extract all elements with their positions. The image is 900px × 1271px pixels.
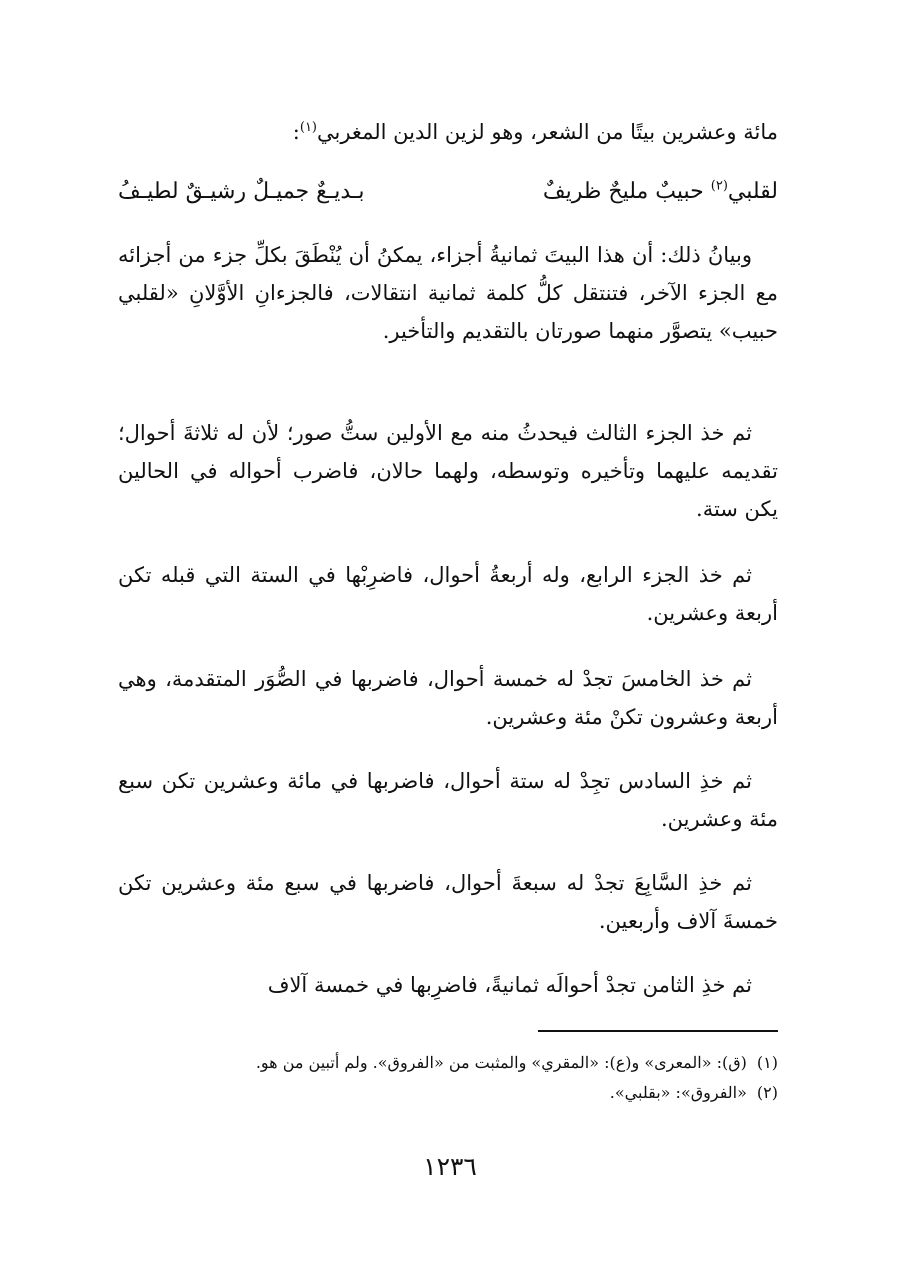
footnote-number: (٢) (756, 1083, 778, 1102)
footnote-number: (١) (756, 1053, 778, 1072)
footnote-ref-2: (٢) (710, 178, 728, 194)
verse-first-rest: حبيبٌ مليحٌ ظريفٌ (542, 179, 704, 204)
footnotes (118, 1048, 778, 1108)
paragraph-explanation: وبيانُ ذلك: أن هذا البيتَ ثمانيةُ أجزاء، يمكنُ أن يُنْطَقَ بكلِّ جزء من أجزائه مع الجزء الآخر، فتنتقل كلُّ كلمة ثمانية انتقالات، فالجزءانِ الأوَّلانِ «لقلبي حبيب» يتصوَّر منهما صورتان بالتقديم والتأخير. (118, 243, 778, 343)
footnote-divider (538, 1030, 778, 1032)
poem-verse (118, 172, 778, 212)
paragraph-sixth-part: ثم خذِ السادس تجِدْ له ستة أحوال، فاضربها في مائة وعشرين تكن سبع مئة وعشرين. (118, 769, 778, 831)
verse-hemistich-first (543, 172, 778, 212)
paragraph-seventh-part: ثم خذِ السَّابِعَ تجدْ له سبعةَ أحوال، فاضربها في سبع مئة وعشرين تكن خمسةَ آلاف وأربعين. (118, 871, 778, 933)
footnote-text: (ق): «المعرى» و(ع): «المقري» والمثبت من «الفروق». ولم أتبين من هو. (255, 1053, 747, 1072)
intro-line (118, 112, 778, 152)
intro-colon: : (292, 120, 300, 144)
paragraph-eighth-part: ثم خذِ الثامن تجدْ أحوالَه ثمانيةً، فاضرِبها في خمسة آلاف (267, 973, 752, 997)
page-number: ١٢٣٦ (423, 1152, 477, 1181)
footnote-ref-1: (١) (299, 120, 317, 135)
verse-first-word: لقلبي (727, 179, 778, 204)
paragraph-fourth-part: ثم خذ الجزء الرابع، وله أربعةُ أحوال، فاضرِبْها في الستة التي قبله تكن أربعة وعشرين. (118, 563, 778, 625)
paragraph-third-part: ثم خذ الجزء الثالث فيحدثُ منه مع الأولين ستُّ صور؛ لأن له ثلاثةَ أحوال؛ تقديمه عليهما وتأخيره وتوسطه، ولهما حالان، فاضرب أحواله في الحالين يكن ستة. (118, 421, 778, 521)
intro-text: مائة وعشرين بيتًا من الشعر، وهو لزين الدين المغربي (317, 120, 778, 144)
paragraph-fifth-part: ثم خذ الخامسَ تجدْ له خمسة أحوال، فاضربها في الصُّوَر المتقدمة، وهي أربعة وعشرون تكنْ مئة وعشرين. (118, 667, 778, 729)
verse-hemistich-second: بـديـعٌ جميـلٌ رشيـقٌ لطيـفُ (118, 179, 365, 204)
footnote-text: «الفروق»: «بقلبي». (609, 1083, 747, 1102)
footnote-item (118, 1048, 778, 1078)
footnote-item (118, 1078, 778, 1108)
